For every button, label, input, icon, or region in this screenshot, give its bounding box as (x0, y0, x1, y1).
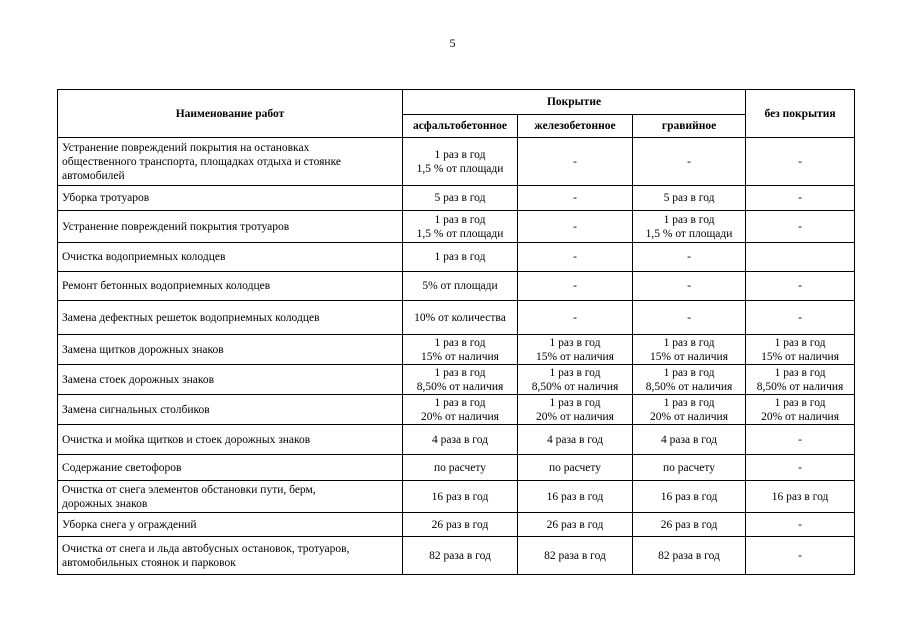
cell-line: 1 раз в год (434, 148, 486, 161)
cell-none (746, 513, 855, 537)
cell-asphalt (403, 537, 518, 575)
cell-line: 8,50% от наличия (416, 380, 504, 393)
cell-concrete (518, 425, 633, 455)
cell-line: по расчету (433, 461, 487, 474)
cell-line: - (798, 311, 802, 324)
cell-line: 4 раза в год (546, 433, 603, 446)
cell-concrete (518, 335, 633, 365)
cell-asphalt (403, 365, 518, 395)
cell-line: 4 раза в год (431, 433, 488, 446)
work-name-cell (58, 211, 403, 243)
table-row (58, 138, 855, 186)
cell-asphalt (403, 481, 518, 513)
cell-line: - (687, 311, 691, 324)
cell-asphalt (403, 138, 518, 186)
cell-concrete (518, 395, 633, 425)
cell-line: 20% от наличия (536, 410, 614, 423)
cell-line: - (573, 280, 577, 292)
cell-line: 26 раз в год (546, 518, 604, 531)
cell-concrete (518, 186, 633, 211)
cell-line: 1 раз в год (549, 396, 601, 409)
cell-gravel (633, 138, 746, 186)
work-name-cell (58, 335, 403, 365)
cell-gravel (633, 455, 746, 481)
table-row (58, 301, 855, 335)
cell-line: - (798, 433, 802, 446)
cell-concrete (518, 513, 633, 537)
cell-line: 1 раз в год (663, 396, 715, 409)
cell-line: - (798, 280, 802, 292)
cell-line: 16 раз в год (771, 490, 829, 503)
cell-line: 1 раз в год (774, 396, 826, 409)
cell-line: 15% от наличия (761, 350, 839, 363)
work-name-cell (58, 365, 403, 395)
cell-line: - (798, 518, 802, 531)
cell-gravel (633, 301, 746, 335)
cell-line: - (687, 280, 691, 292)
cell-line: 16 раз в год (660, 490, 718, 503)
work-name-cell (58, 138, 403, 186)
cell-none (746, 301, 855, 335)
cell-line: Замена щитков дорожных знаков (62, 343, 224, 356)
table-row (58, 186, 855, 211)
cell-gravel (633, 365, 746, 395)
cell-line: 8,50% от наличия (756, 380, 844, 393)
work-name-cell (58, 272, 403, 301)
cell-line: 82 раза в год (429, 549, 491, 562)
cell-line: 1 раз в год (774, 336, 826, 349)
cell-line: - (798, 220, 802, 233)
cell-line: Уборка тротуаров (62, 192, 150, 204)
cell-line: 1 раз в год (663, 213, 715, 226)
cell-line: 4 раза в год (661, 433, 718, 446)
cell-asphalt (403, 186, 518, 211)
header-works: Наименование работ (58, 90, 403, 138)
cell-none (746, 186, 855, 211)
cell-line: Замена стоек дорожных знаков (62, 373, 215, 386)
cell-concrete (518, 211, 633, 243)
page-number: 5 (449, 36, 456, 50)
table-row (58, 395, 855, 425)
cell-line: 1 раз в год (434, 396, 486, 409)
cell-gravel (633, 425, 746, 455)
header-gravel: гравийное (633, 115, 746, 138)
work-name-cell (58, 455, 403, 481)
cell-concrete (518, 138, 633, 186)
table-row (58, 365, 855, 395)
cell-line: Очистка от снега и льда автобусных остановок, тротуаров, (62, 542, 350, 555)
cell-line: - (687, 155, 691, 168)
cell-asphalt (403, 455, 518, 481)
table-row (58, 481, 855, 513)
cell-line: по расчету (663, 461, 716, 474)
cell-line: - (687, 251, 691, 263)
cell-line: Замена сигнальных столбиков (62, 403, 210, 416)
cell-concrete (518, 301, 633, 335)
cell-line: - (573, 220, 577, 233)
cell-none (746, 138, 855, 186)
cell-gravel (633, 186, 746, 211)
cell-gravel (633, 335, 746, 365)
cell-line: 1 раз в год (663, 366, 715, 379)
header-concrete: железобетонное (518, 115, 633, 138)
cell-line: 1 раз в год (434, 251, 486, 263)
cell-none (746, 211, 855, 243)
cell-concrete (518, 455, 633, 481)
cell-none (746, 272, 855, 301)
work-name-cell (58, 513, 403, 537)
works-table (57, 89, 855, 575)
cell-line: 5 раз в год (663, 192, 715, 204)
header-no-coverage: без покрытия (746, 90, 855, 138)
cell-line: - (573, 192, 577, 204)
cell-asphalt (403, 243, 518, 272)
work-name-cell (58, 537, 403, 575)
work-name-cell (58, 186, 403, 211)
cell-none (746, 243, 855, 272)
cell-line: - (798, 155, 802, 168)
work-name-cell (58, 243, 403, 272)
table-row (58, 335, 855, 365)
work-name-cell (58, 301, 403, 335)
cell-gravel (633, 211, 746, 243)
cell-line: 5% от площади (422, 280, 498, 292)
cell-line: автомобилей (62, 169, 125, 182)
cell-line: - (573, 251, 577, 263)
cell-line: Очистка и мойка щитков и стоек дорожных знаков (62, 433, 311, 446)
table-row (58, 455, 855, 481)
cell-line: 1,5 % от площади (645, 227, 733, 240)
cell-asphalt (403, 211, 518, 243)
table-row (58, 272, 855, 301)
cell-asphalt (403, 395, 518, 425)
table-row (58, 211, 855, 243)
cell-line: - (573, 311, 577, 324)
cell-none (746, 455, 855, 481)
cell-line: 8,50% от наличия (645, 380, 733, 393)
table-body (58, 138, 855, 575)
cell-line: 1 раз в год (774, 366, 826, 379)
cell-line: по расчету (548, 461, 602, 474)
cell-asphalt (403, 272, 518, 301)
cell-gravel (633, 537, 746, 575)
cell-line: 82 раза в год (544, 549, 606, 562)
cell-line: 10% от количества (414, 311, 506, 324)
table-row (58, 243, 855, 272)
cell-line: 82 раза в год (658, 549, 720, 562)
cell-none (746, 335, 855, 365)
cell-asphalt (403, 301, 518, 335)
cell-line: Очистка от снега элементов обстановки пути, берм, (62, 483, 316, 496)
cell-concrete (518, 272, 633, 301)
work-name-cell (58, 481, 403, 513)
cell-line: 1 раз в год (663, 336, 715, 349)
cell-none (746, 425, 855, 455)
cell-line: 15% от наличия (421, 350, 499, 363)
cell-line: 1 раз в год (434, 336, 486, 349)
header-coverage: Покрытие (403, 90, 746, 115)
cell-line: общественного транспорта, площадках отдыха и стоянке (62, 155, 341, 168)
header-asphalt: асфальтобетонное (403, 115, 518, 138)
cell-concrete (518, 365, 633, 395)
cell-line: 15% от наличия (536, 350, 614, 363)
cell-line: дорожных знаков (62, 497, 148, 510)
cell-line: Уборка снега у ограждений (62, 518, 197, 531)
cell-line: 26 раз в год (431, 518, 489, 531)
cell-line: 1 раз в год (434, 366, 486, 379)
cell-line: 16 раз в год (431, 490, 489, 503)
cell-line: Содержание светофоров (62, 461, 182, 474)
cell-line: - (798, 461, 802, 474)
cell-gravel (633, 481, 746, 513)
cell-line: 20% от наличия (650, 410, 728, 423)
cell-line: - (573, 155, 577, 168)
cell-gravel (633, 272, 746, 301)
cell-concrete (518, 243, 633, 272)
cell-line: Ремонт бетонных водоприемных колодцев (62, 280, 271, 292)
cell-line: Очистка водоприемных колодцев (62, 251, 226, 263)
cell-line: 1,5 % от площади (416, 227, 504, 240)
cell-line: Устранение повреждений покрытия на остановках (62, 141, 310, 154)
table-row (58, 537, 855, 575)
cell-line: автомобильных стоянок и парковок (62, 556, 236, 569)
cell-line: Устранение повреждений покрытия тротуаров (62, 220, 290, 233)
cell-concrete (518, 537, 633, 575)
cell-line: 26 раз в год (660, 518, 718, 531)
table-row (58, 425, 855, 455)
cell-none (746, 537, 855, 575)
cell-gravel (633, 243, 746, 272)
cell-line: 8,50% от наличия (531, 380, 619, 393)
cell-line: Замена дефектных решеток водоприемных колодцев (62, 311, 320, 324)
cell-line: 1 раз в год (434, 213, 486, 226)
cell-line: 20% от наличия (421, 410, 499, 423)
cell-none (746, 365, 855, 395)
cell-gravel (633, 513, 746, 537)
cell-none (746, 395, 855, 425)
cell-line: 5 раз в год (434, 192, 486, 204)
cell-asphalt (403, 335, 518, 365)
cell-concrete (518, 481, 633, 513)
cell-line: 1 раз в год (549, 336, 601, 349)
table-row (58, 513, 855, 537)
cell-line: 15% от наличия (650, 350, 728, 363)
cell-line: - (798, 192, 802, 204)
cell-line: 1 раз в год (549, 366, 601, 379)
cell-line: 1,5 % от площади (416, 162, 504, 175)
cell-line: 16 раз в год (546, 490, 604, 503)
work-name-cell (58, 395, 403, 425)
cell-none (746, 481, 855, 513)
cell-line: 20% от наличия (761, 410, 839, 423)
cell-line: - (798, 549, 802, 562)
cell-asphalt (403, 425, 518, 455)
cell-gravel (633, 395, 746, 425)
work-name-cell (58, 425, 403, 455)
cell-asphalt (403, 513, 518, 537)
